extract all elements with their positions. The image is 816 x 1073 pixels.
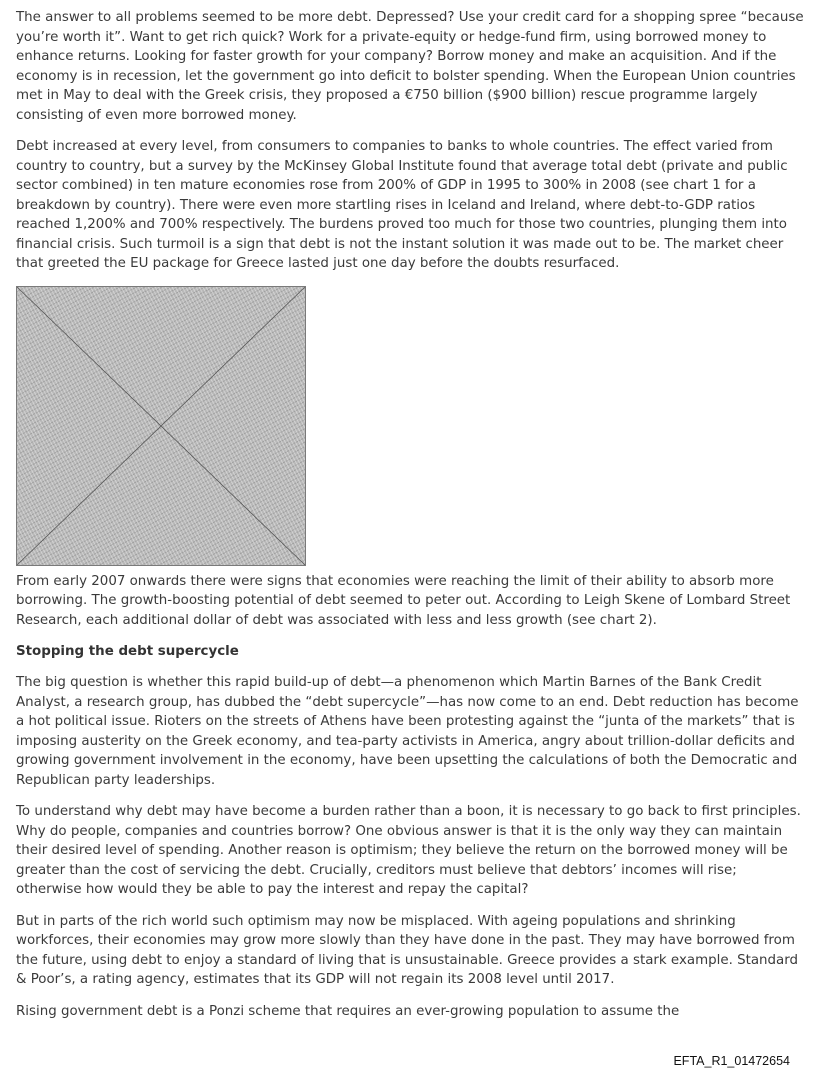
- paragraph-misplaced-optimism: But in parts of the rich world such optimism may now be misplaced. With ageing populations and shrinking workforces, their economies may grow more slowly than they have done in the past. They may have borrowed from the future, using debt to enjoy a standard of living that is unsustainable. Greece provides a stark example. Standard & Poor’s, a rating agency, estimates that its GDP will not regain its 2008 level until 2017.: [16, 913, 799, 987]
- section-heading: Stopping the debt supercycle: [16, 644, 239, 659]
- paragraph-ponzi-scheme: Rising government debt is a Ponzi scheme that requires an ever-growing population to assume the: [16, 1003, 680, 1019]
- paragraph-debt-answer: The answer to all problems seemed to be more debt. Depressed? Use your credit card for a shopping spree “because you’re worth it”. Want to get rich quick? Work for a private-equity or hedge-fund firm, using borrowed money to enhance returns. Looking for faster growth for your company? Borrow money and make an acquisition. And if the economy is in recession, let the government go into deficit to bolster spending. When the European Union countries met in May to deal with the Greek crisis, they proposed a €750 billion ($900 billion) rescue programme largely consisting of even more borrowed money.: [16, 10, 804, 123]
- paragraph-debt-increase: Debt increased at every level, from consumers to companies to banks to whole countries. The effect varied from country to country, but a survey by the McKinsey Global Institute found that average total debt (private and public sector combined) in ten mature economies rose from 200% of GDP in 1995 to 300% in 2008 (see chart 1 for a breakdown by country). There were even more startling rises in Iceland and Ireland, where debt-to-GDP ratios reached 1,200% and 700% respectively. The burdens proved too much for those two countries, plunging them into financial crisis. Such turmoil is a sign that debt is not the instant solution it was made out to be. The market cheer that greeted the EU package for Greece lasted just one day before the doubts resurfaced.: [16, 139, 788, 271]
- placeholder-cross-lines: [17, 287, 305, 565]
- chart-image-placeholder: [16, 286, 306, 566]
- paragraph-growth-limit: From early 2007 onwards there were signs that economies were reaching the limit of their ability to absorb more borrowing. The growth-boosting potential of debt seemed to peter out. According to Leigh Skene of Lombard Street Research, each additional dollar of debt was associated with less and less growth (see chart 2).: [16, 573, 791, 628]
- document-body: [16, 8, 806, 1033]
- paragraph-first-principles: To understand why debt may have become a burden rather than a boon, it is necessary to go back to first principles. Why do people, companies and countries borrow? One obvious answer is that it is the only way they can maintain their desired level of spending. Another reason is optimism; they believe the return on the borrowed money will be greater than the cost of servicing the debt. Crucially, creditors must believe that debtors’ incomes will rise; otherwise how would they be able to pay the interest and repay the capital?: [16, 804, 801, 897]
- document-id-footer: EFTA_R1_01472654: [673, 1054, 790, 1068]
- paragraph-debt-supercycle: The big question is whether this rapid build-up of debt—a phenomenon which Martin Barnes of the Bank Credit Analyst, a research group, has dubbed the “debt supercycle”—has now come to an end. Debt reduction has become a hot political issue. Rioters on the streets of Athens have been protesting against the “junta of the markets” that is imposing austerity on the Greek economy, and tea-party activists in America, angry about trillion-dollar deficits and growing government involvement in the economy, have been upsetting the calculations of both the Democratic and Republican party leaderships.: [16, 675, 799, 788]
